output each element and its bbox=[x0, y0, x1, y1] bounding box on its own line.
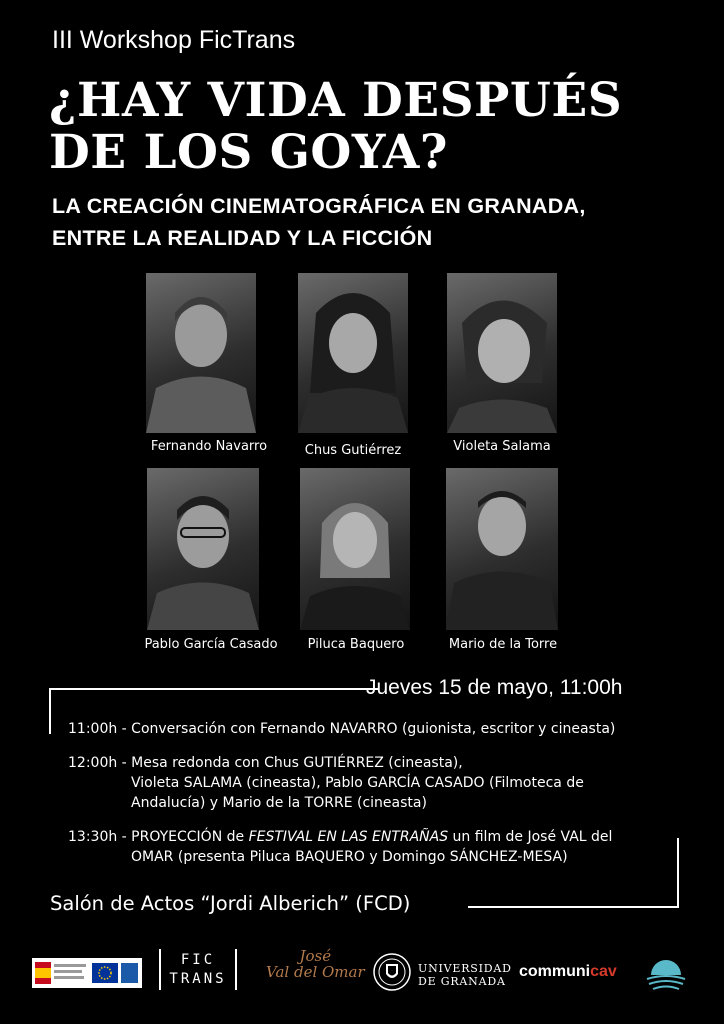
fictrans-logo-bottom: TRANS bbox=[169, 971, 227, 987]
speaker-photo-mario-de-la-torre bbox=[446, 468, 558, 630]
speaker-photo-piluca-baquero bbox=[300, 468, 410, 630]
title-line-1: ¿HAY VIDA DESPUÉS bbox=[49, 73, 623, 128]
speaker-photo-fernando-navarro bbox=[146, 273, 256, 433]
speaker-name: Pablo García Casado bbox=[144, 637, 278, 652]
frame-line-left bbox=[49, 688, 51, 734]
program-item-3-suffix: un film de José VAL del bbox=[448, 829, 613, 845]
communicav-logo-accent: cav bbox=[590, 963, 617, 980]
frame-line-top bbox=[49, 688, 379, 690]
title-line-2: DE LOS GOYA? bbox=[49, 125, 448, 180]
speaker-name: Fernando Navarro bbox=[150, 439, 268, 454]
frame-line-right bbox=[677, 838, 679, 908]
globe-logo-icon bbox=[643, 949, 689, 993]
program-item-2-line-1: 12:00h - Mesa redonda con Chus GUTIÉRREZ (cineasta), bbox=[68, 755, 463, 771]
val-del-omar-logo bbox=[266, 948, 365, 980]
program-item-1: 11:00h - Conversación con Fernando NAVARRO (guionista, escritor y cineasta) bbox=[68, 721, 616, 737]
ugr-logo-text bbox=[418, 962, 512, 988]
ugr-logo-line-2: DE GRANADA bbox=[418, 975, 506, 988]
speaker-name: Piluca Baquero bbox=[307, 637, 405, 652]
event-date: Jueves 15 de mayo, 11:00h bbox=[366, 676, 623, 699]
speaker-photo-chus-gutierrez bbox=[298, 273, 408, 433]
speaker-photo-violeta-salama bbox=[447, 273, 557, 433]
film-title: FESTIVAL EN LAS ENTRAÑAS bbox=[248, 829, 449, 845]
program-item-3-line-1 bbox=[68, 827, 612, 847]
ugr-logo-line-1: UNIVERSIDAD bbox=[418, 962, 512, 975]
workshop-kicker: III Workshop FicTrans bbox=[52, 26, 296, 54]
speaker-name: Mario de la Torre bbox=[448, 637, 558, 652]
communicav-logo-main: communi bbox=[519, 963, 591, 980]
ugr-crest-icon bbox=[372, 952, 412, 992]
fictrans-logo bbox=[159, 949, 237, 990]
subtitle-line-2: ENTRE LA REALIDAD Y LA FICCIÓN bbox=[52, 226, 433, 250]
event-venue: Salón de Actos “Jordi Alberich” (FCD) bbox=[50, 892, 411, 915]
ministry-eu-logo bbox=[32, 958, 142, 988]
speaker-photo-pablo-garcia-casado bbox=[147, 468, 259, 630]
speaker-name: Chus Gutiérrez bbox=[304, 443, 402, 458]
program-item-2-line-3: Andalucía) y Mario de la TORRE (cineasta) bbox=[131, 795, 427, 811]
val-del-omar-logo-bottom: Val del Omar bbox=[266, 963, 365, 981]
subtitle-line-1: LA CREACIÓN CINEMATOGRÁFICA EN GRANADA, bbox=[52, 194, 586, 218]
speaker-name: Violeta Salama bbox=[453, 439, 551, 454]
fictrans-logo-top: FIC bbox=[180, 952, 216, 968]
program-item-3-prefix: 13:30h - PROYECCIÓN de bbox=[68, 829, 249, 845]
program-item-2-line-2: Violeta SALAMA (cineasta), Pablo GARCÍA CASADO (Filmoteca de bbox=[131, 775, 584, 791]
val-del-omar-logo-top: José bbox=[299, 947, 332, 965]
program-item-3-line-2: OMAR (presenta Piluca BAQUERO y Domingo SÁNCHEZ-MESA) bbox=[131, 849, 568, 865]
frame-line-bottom bbox=[468, 906, 679, 908]
communicav-logo bbox=[519, 963, 617, 981]
